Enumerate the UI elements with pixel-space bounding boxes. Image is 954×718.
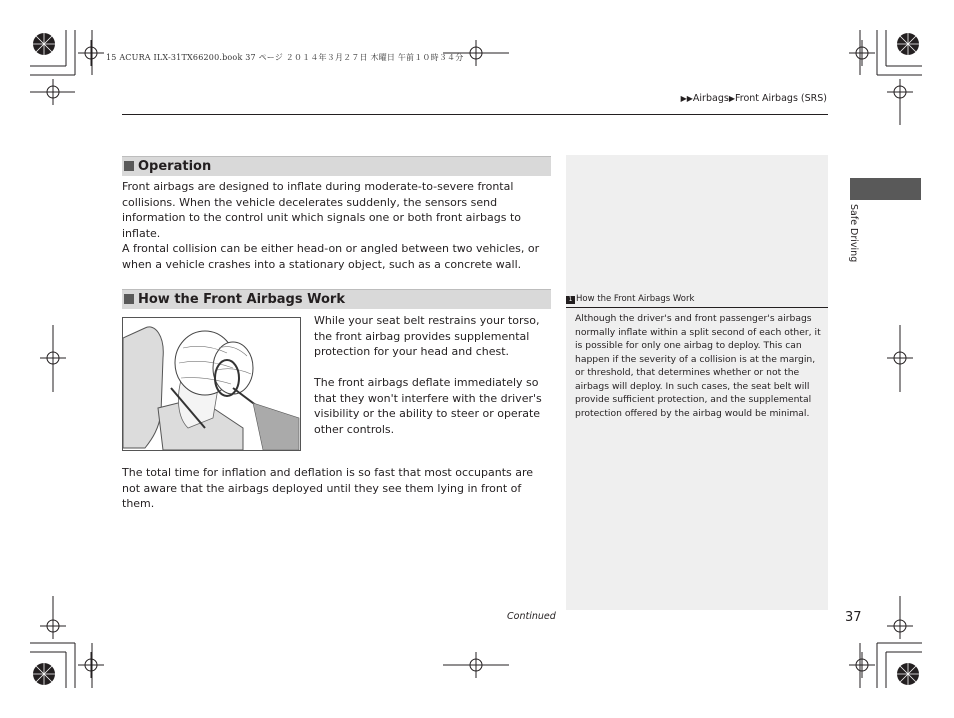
note-body: Although the driver's and front passenger's airbags normally inflate within a split second of each other, it is possible for only one airbag to deploy. This can happen if the severity of a collision is at the margin, or threshold, that determines whether or not the airbags will deploy. In such cases, the seat belt will provide sufficient protection, and the supplemental protection offered by the airbag would be minimal.: [575, 313, 821, 419]
note-heading: [566, 294, 828, 308]
page-number: 37: [845, 610, 862, 625]
operation-title: Operation: [138, 159, 212, 174]
note-marker-icon: 1: [566, 296, 575, 304]
breadcrumb-separator-icon: ▶: [728, 94, 735, 103]
airbag-illustration: [122, 317, 301, 451]
operation-paragraph-1: Front airbags are designed to inflate during moderate-to-severe frontal collisions. When the vehicle decelerates suddenly, the sensors send information to the control unit which signals one or both front airbags to inflate.: [122, 180, 521, 240]
print-header: 15 ACURA ILX-31TX66200.book 37 ページ ２０１４年３月２７日 木曜日 午前１０時３４分: [106, 53, 464, 62]
how-work-paragraph-3: The total time for inflation and deflation is so fast that most occupants are not aware that the airbags deployed until they see them lying in front of them.: [122, 466, 534, 511]
chapter-label: Safe Driving: [848, 204, 859, 263]
breadcrumb-airbags[interactable]: Airbags: [692, 93, 729, 104]
chapter-tab[interactable]: [850, 178, 921, 200]
breadcrumb-arrow-icon: ▶▶: [680, 94, 693, 103]
how-work-heading: [122, 289, 551, 309]
note-title: How the Front Airbags Work: [576, 294, 695, 304]
operation-paragraph-2: A frontal collision can be either head-on or angled between two vehicles, or when a vehicle crashes into a stationary object, such as a concrete wall.: [122, 242, 540, 271]
operation-heading: [122, 156, 551, 176]
square-bullet-icon: [124, 294, 134, 304]
breadcrumb: [681, 93, 827, 104]
header-rule: [122, 114, 828, 115]
how-work-paragraph-2: The front airbags deflate immediately so that they won't interfere with the driver's visibility or the ability to steer or operate other controls.: [314, 376, 542, 436]
continued-label: Continued: [507, 611, 556, 622]
square-bullet-icon: [124, 161, 134, 171]
how-work-paragraph-1: While your seat belt restrains your torso, the front airbag provides supplemental protection for your head and chest.: [314, 314, 540, 359]
breadcrumb-front-airbags[interactable]: Front Airbags (SRS): [734, 93, 827, 104]
airbag-deploy-icon: [123, 318, 300, 450]
how-work-title: How the Front Airbags Work: [138, 292, 345, 307]
